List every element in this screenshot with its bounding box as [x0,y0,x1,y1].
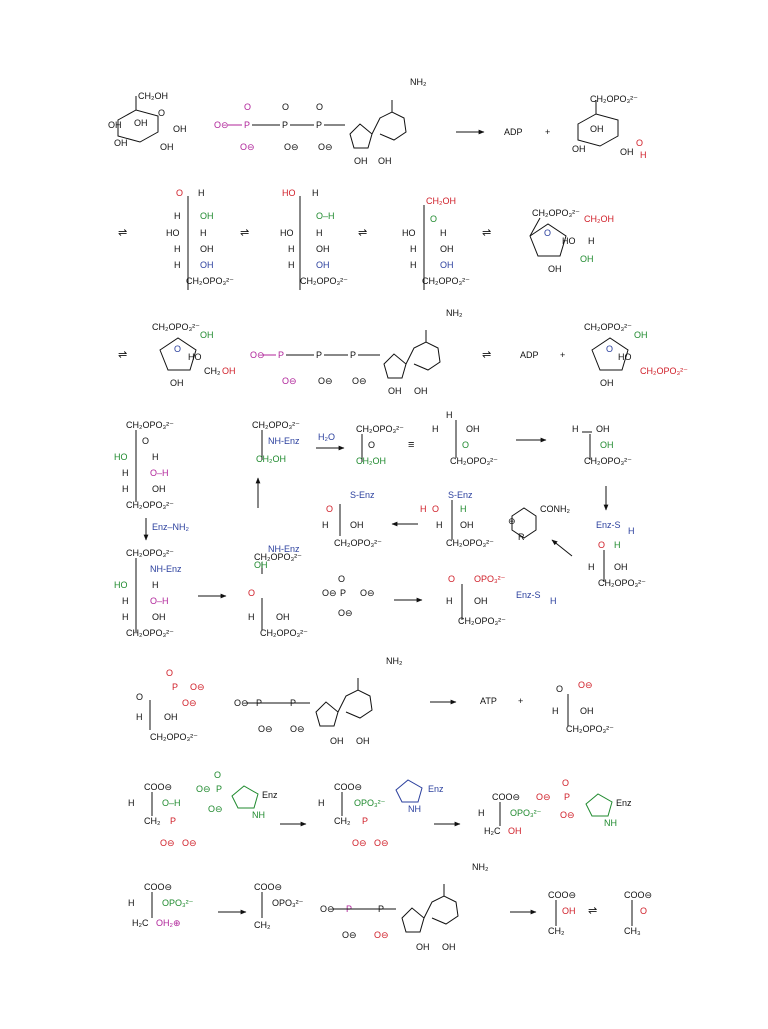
phosphorus-label: P [340,588,347,598]
hydrogen-label: H [432,424,439,434]
phosphorus-label: P [362,816,369,826]
oh-label: OH [378,156,392,166]
o-minus-label: O⊖ [290,724,305,734]
hydrogen-label: H [288,244,295,254]
hydrogen-label: H [572,424,579,434]
oh-label: OH [572,144,586,154]
o-minus-label: O⊖ [318,376,333,386]
oh-label: OH [600,440,614,450]
oxygen-label: O [598,540,606,550]
oh-label: OH [414,386,428,396]
hydrogen-label: H [440,228,447,238]
ho-label: HO [562,236,576,246]
hydrogen-label: H [318,798,325,808]
hydrogen-label: H [478,808,485,818]
oh-label: OH [200,330,214,340]
row-enolase-pyruvate-kinase [128,862,652,952]
adp-label: ADP [504,127,523,137]
hydrogen-label: H [122,596,129,606]
hydrogen-label: H [410,260,417,270]
ch2opo3-label: CH₂OPO₃²⁻ [450,456,498,466]
oh-label: OH [276,612,290,622]
s-enz-label: S-Enz [350,490,375,500]
oxygen-label: O [282,102,290,112]
o-minus-label: O⊖ [190,682,205,692]
oh-label: OH [416,942,430,952]
opo3-label: OPO₃²⁻ [474,574,506,584]
equivalence-sign: ≡ [408,439,415,451]
o-minus-label: O⊖ [320,904,335,914]
hydrogen-label: H [122,468,129,478]
o-minus-label: O⊖ [560,810,575,820]
ch2-label: CH₂ [334,816,351,826]
hydrogen-label: H [420,504,427,514]
hydrogen-label: H [152,580,159,590]
phosphorus-label: P [316,120,323,130]
oxygen-label: O [338,574,346,584]
oh-label: OH [580,254,594,264]
ch2opo3-label: CH₂OPO₃²⁻ [252,420,300,430]
oh-label: OH [440,260,454,270]
oxygen-label: O [166,668,174,678]
hydrogen-label: H [446,410,453,420]
enz-s-label: Enz-S [596,520,621,530]
oh-label: OH [580,706,594,716]
ch2opo3-label: CH₂OPO₃²⁻ [126,628,174,638]
oh-label: OH [600,378,614,388]
o-minus-label: O⊖ [282,376,297,386]
ch2opo3-label: CH₂OPO₃²⁻ [598,578,646,588]
phosphorus-label: P [346,904,353,914]
atp-label: ATP [480,696,497,706]
ho-label: HO [188,352,202,362]
oh-label: OH [316,244,330,254]
ch2opo3-label: CH₂OPO₃²⁻ [422,276,470,286]
ho-label: HO [166,228,180,238]
oxygen-label: O [316,102,324,112]
equilibrium-arrow: ⇌ [358,227,368,239]
ho-label: HO [618,352,632,362]
oh-label: OH [200,244,214,254]
enz-nh2-label: Enz–NH₂ [152,522,190,532]
hydrogen-label: H [128,898,135,908]
oh-label: OH [152,484,166,494]
ch2-label: CH₂ [144,816,161,826]
o-minus-label: O⊖ [208,804,223,814]
ch2opo3-label: CH₂OPO₃²⁻ [584,322,632,332]
enz-label: Enz [616,798,632,808]
row-phosphoglycerate-mutase [128,770,632,848]
hydrogen-label: H [588,562,595,572]
nh-label: NH [252,810,265,820]
oxygen-label: O [214,770,222,780]
o-minus-label: O⊖ [322,588,337,598]
o-minus-label: O⊖ [342,930,357,940]
o-h-label: O–H [162,798,181,808]
hydrogen-label: H [128,798,135,808]
ch2opo3-label: CH₂OPO₃²⁻ [254,552,302,562]
phosphorus-label: P [564,792,571,802]
oh-label: OH [562,906,576,916]
oxygen-label: O [636,138,644,148]
row-glucose-hexokinase [108,77,647,166]
nh-label: NH [408,804,421,814]
oh-label: OH [596,424,610,434]
plus-sign: + [545,127,551,137]
pyridinium-charge: ⊕ [508,516,516,526]
oh2-plus-label: OH₂⊕ [156,918,181,928]
coo-minus-label: COO⊖ [492,792,521,802]
ch2opo3-label: CH₂OPO₃²⁻ [566,724,614,734]
ring-oxygen-label: O [158,108,166,118]
nh-label: NH [604,818,617,828]
row-phosphoglycerate-kinase [136,656,614,746]
ch2opo3-label: CH₂OPO₃²⁻ [590,94,638,104]
phosphorus-label: P [256,698,263,708]
oh-label: OH [108,120,122,130]
oh-label: OH [442,942,456,952]
nh2-label: NH₂ [386,656,403,666]
ch3-label: CH₃ [624,926,641,936]
o-h-label: O–H [150,596,169,606]
hydrogen-label: H [200,228,207,238]
oh-label: OH [354,156,368,166]
ch2opo3-label: CH₂OPO₃²⁻ [458,616,506,626]
opo3-label: OPO₃²⁻ [510,808,542,818]
phosphorus-label: P [216,784,223,794]
oh-label: OH [474,596,488,606]
equilibrium-arrow: ⇌ [240,227,250,239]
oh-label: OH [460,520,474,530]
hydrogen-label: H [136,712,143,722]
phosphorus-label: P [282,120,289,130]
hydrogen-label: H [174,244,181,254]
ring-oxygen-label: O [174,344,182,354]
phosphorus-label: P [378,904,385,914]
row-phosphofructokinase [118,308,688,396]
hydrogen-label: H [122,484,129,494]
hydrogen-label: H [552,706,559,716]
ch2opo3-label: CH₂OPO₃²⁻ [640,366,688,376]
o-minus-label: O⊖ [196,784,211,794]
ch2opo3-label: CH₂OPO₃²⁻ [300,276,348,286]
oh-label: OH [200,260,214,270]
adp-label: ADP [520,350,539,360]
oh-label: OH [466,424,480,434]
r-group-label: R [518,532,525,542]
h2c-label: H₂C [132,918,149,928]
nh2-label: NH₂ [446,308,463,318]
oh-label: OH [388,386,402,396]
oxygen-label: O [326,504,334,514]
hydrogen-label: H [122,612,129,622]
hydrogen-label: H [174,211,181,221]
oh-label: OH [440,244,454,254]
hydrogen-label: H [550,596,557,606]
nh2-label: NH₂ [410,77,427,87]
o-minus-label: O⊖ [360,588,375,598]
oxygen-label: O [556,684,564,694]
o-minus-label: O⊖ [352,838,367,848]
oxygen-label: O [432,504,440,514]
ch2opo3-label: CH₂OPO₃²⁻ [532,208,580,218]
oxygen-label: O [448,574,456,584]
oxygen-label: O [462,440,470,450]
ring-oxygen-label: O [606,344,614,354]
o-minus-label: O⊖ [374,838,389,848]
enz-s-label: Enz-S [516,590,541,600]
phosphorus-label: P [350,350,357,360]
oxygen-label: O [562,778,570,788]
ch2opo3-label: CH₂OPO₃²⁻ [126,500,174,510]
o-h-label: O–H [316,211,335,221]
oxygen-label: O [248,588,256,598]
opo3-label: OPO₃²⁻ [354,798,386,808]
hydrogen-label: H [588,236,595,246]
ketone-oxygen-label: O [430,214,438,224]
oh-label: OH [152,612,166,622]
ch2oh-label: CH₂OH [256,454,286,464]
hydrogen-label: H [614,540,621,550]
aldehyde-oxygen-label: O [176,188,184,198]
equilibrium-arrow: ⇌ [482,227,492,239]
oh-label: OH [590,124,604,134]
o-minus-label: O⊖ [338,608,353,618]
hydrogen-label: H [640,150,647,160]
hydrogen-label: H [288,260,295,270]
o-minus-label: O⊖ [258,724,273,734]
o-minus-label: O⊖ [182,698,197,708]
ch2opo3-label: CH₂OPO₃²⁻ [446,538,494,548]
o-minus-label: O⊖ [578,680,593,690]
o-minus-label: O⊖ [284,142,299,152]
hydrogen-label: H [628,526,635,536]
hydrogen-label: H [316,228,323,238]
oh-label: OH [222,366,236,376]
ch2-label: CH₂ [254,920,271,930]
ho-label: HO [402,228,416,238]
oh-label: OH [164,712,178,722]
equilibrium-arrow: ⇌ [118,349,128,361]
hydrogen-label: H [312,188,319,198]
phosphorus-label: P [316,350,323,360]
s-enz-label: S-Enz [448,490,473,500]
ho-label: HO [114,580,128,590]
equilibrium-arrow: ⇌ [588,905,598,917]
oh-label: OH [134,118,148,128]
nh-enz-label: NH-Enz [268,544,300,554]
ring-oxygen-label: O [544,228,552,238]
ch2oh-label: CH₂OH [356,456,386,466]
coo-minus-label: COO⊖ [144,882,173,892]
nh2-label: NH₂ [472,862,489,872]
hydrogen-label: H [410,244,417,254]
hydrogen-label: H [174,260,181,270]
ch2opo3-label: CH₂OPO₃²⁻ [126,420,174,430]
nh-enz-label: NH-Enz [150,564,182,574]
hydrogen-label: H [460,504,467,514]
h2c-label: H₂C [484,826,501,836]
hydrogen-label: H [248,612,255,622]
o-minus-label: O⊖ [352,376,367,386]
oh-label: OH [114,138,128,148]
enz-label: Enz [428,784,444,794]
ch2opo3-label: CH₂OPO₃²⁻ [186,276,234,286]
oh-label: OH [254,560,268,570]
phosphorus-label: P [244,120,251,130]
oh-label: OH [170,378,184,388]
coo-minus-label: COO⊖ [334,782,363,792]
o-minus-label: O⊖ [240,142,255,152]
conh2-label: CONH₂ [540,504,570,514]
row-aldolase-gapdh [114,410,646,638]
plus-sign: + [518,696,524,706]
oxygen-label: O [368,440,376,450]
equilibrium-arrow: ⇌ [118,227,128,239]
oh-label: OH [548,264,562,274]
hydrogen-label: H [152,452,159,462]
ch2-label: CH₂ [204,366,221,376]
oh-label: OH [614,562,628,572]
enz-label: Enz [262,790,278,800]
row-isomerization [118,188,614,290]
nh-enz-label: NH-Enz [268,436,300,446]
phosphorus-label: P [170,816,177,826]
phosphorus-label: P [290,698,297,708]
oh-label: OH [330,736,344,746]
ch2oh-label: CH₂OH [426,196,456,206]
coo-minus-label: COO⊖ [254,882,283,892]
oh-label: OH [356,736,370,746]
ch2opo3-label: CH₂OPO₃²⁻ [584,456,632,466]
oh-label: OH [160,142,174,152]
oh-label: OH [316,260,330,270]
hydrogen-label: H [446,596,453,606]
o-h-label: O–H [150,468,169,478]
oh-label: OH [173,124,187,134]
o-minus-label: O⊖ [234,698,249,708]
o-minus-label: O⊖ [250,350,265,360]
oh-label: OH [634,330,648,340]
ch2opo3-label: CH₂OPO₃²⁻ [150,732,198,742]
ch2opo3-label: CH₂OPO₃²⁻ [334,538,382,548]
ch2opo3-label: CH₂OPO₃²⁻ [356,424,404,434]
ch2oh-label: CH₂OH [584,214,614,224]
opo3-label: OPO₃²⁻ [162,898,194,908]
ho-label: HO [282,188,296,198]
hydrogen-label: H [322,520,329,530]
plus-sign: + [560,350,566,360]
oh-label: OH [350,520,364,530]
phosphate-o-minus-label: O⊖ [214,120,229,130]
h2o-label: H₂O [318,432,335,442]
o-minus-label: O⊖ [536,792,551,802]
oh-label: OH [508,826,522,836]
ch2opo3-label: CH₂OPO₃²⁻ [260,628,308,638]
ch2opo3-label: CH₂OPO₃²⁻ [152,322,200,332]
ch2oh-label: CH₂OH [138,91,168,101]
o-minus-label: O⊖ [318,142,333,152]
ch2-label: CH₂ [548,926,565,936]
ho-label: HO [114,452,128,462]
oxygen-label: O [142,436,150,446]
oxygen-label: O [640,906,648,916]
phosphorus-label: P [278,350,285,360]
hydrogen-label: H [436,520,443,530]
ch2opo3-label: CH₂OPO₃²⁻ [126,548,174,558]
o-minus-label: O⊖ [374,930,389,940]
coo-minus-label: COO⊖ [548,890,577,900]
opo3-label: OPO₃²⁻ [272,898,304,908]
oxygen-label: O [244,102,252,112]
oh-label: OH [620,147,634,157]
coo-minus-label: COO⊖ [624,890,653,900]
equilibrium-arrow: ⇌ [482,349,492,361]
phosphorus-label: P [172,682,179,692]
coo-minus-label: COO⊖ [144,782,173,792]
oxygen-label: O [136,692,144,702]
o-minus-label: O⊖ [160,838,175,848]
o-minus-label: O⊖ [182,838,197,848]
hydrogen-label: H [198,188,205,198]
ho-label: HO [280,228,294,238]
oh-label: OH [200,211,214,221]
